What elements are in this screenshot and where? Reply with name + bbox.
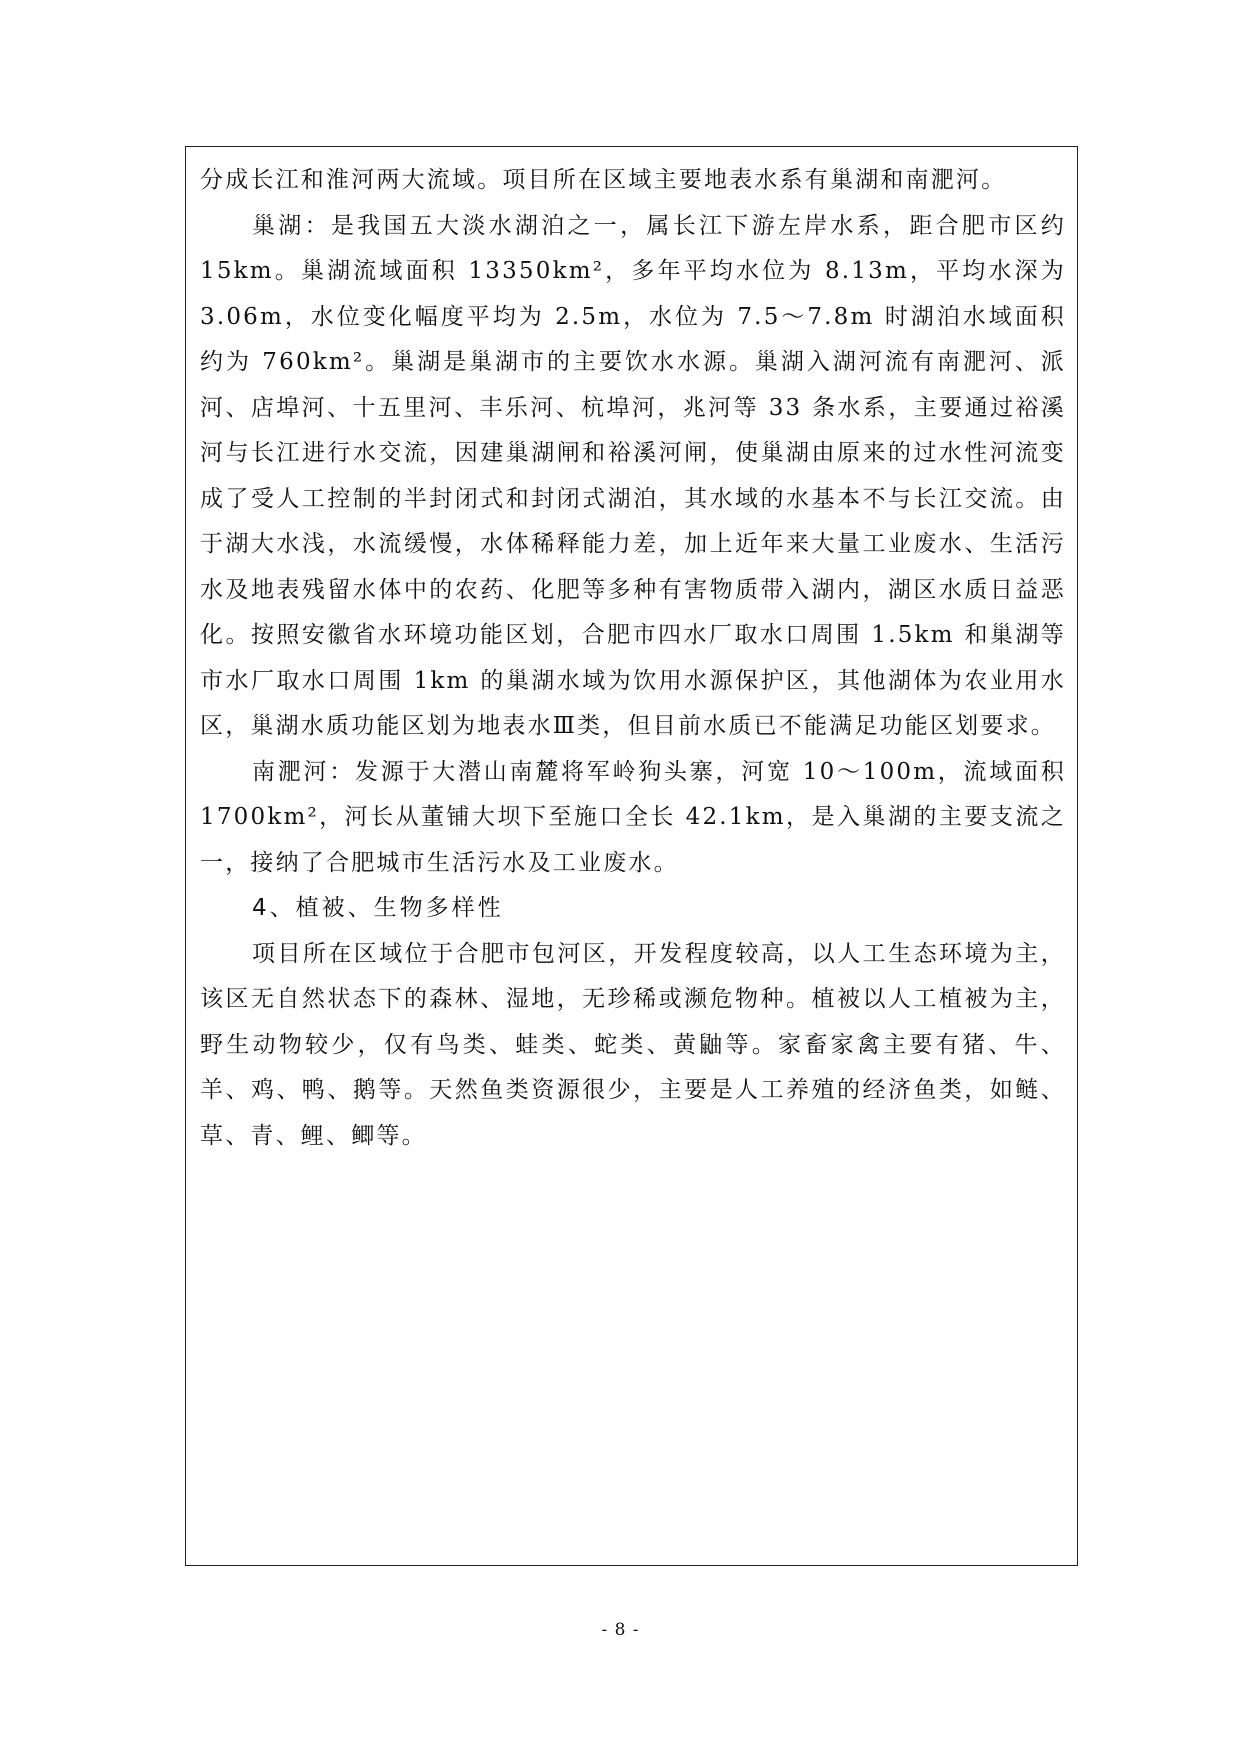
paragraph-biodiversity: 项目所在区域位于合肥市包河区，开发程度较高，以人工生态环境为主，该区无自然状态下的森林、湿地，无珍稀或濒危物种。植被以人工植被为主，野生动物较少，仅有鸟类、蛙类、蛇类、黄鼬等。家畜家禽主要有猪、牛、羊、鸡、鸭、鹅等。天然鱼类资源很少，主要是人工养殖的经济鱼类，如鲢、草、青、鲤、鲫等。 [200, 940, 1066, 1149]
paragraph-nanfeihe: 南淝河：发源于大潜山南麓将军岭狗头寨，河宽 10～100m，流域面积 1700km²，河长从董铺大坝下至施口全长 42.1km，是入巢湖的主要支流之一，接纳了合肥城市生活污水及工业废水。 [200, 758, 1066, 876]
paragraph-continuation: 分成长江和淮河两大流域。项目所在区域主要地表水系有巢湖和南淝河。 [200, 167, 1007, 193]
document-body [200, 158, 1066, 1159]
page-number: - 8 - [601, 1620, 640, 1640]
paragraph-chaohu: 巢湖：是我国五大淡水湖泊之一，属长江下游左岸水系，距合肥市区约 15km。巢湖流域面积 13350km²，多年平均水位为 8.13m，平均水深为 3.06m，水位变化幅度平均为 2.5m，水位为 7.5～7.8m 时湖泊水域面积约为 760km²。巢湖是巢湖市的主要饮水水源。巢湖入湖河流有南淝河、派河、店埠河、十五里河、丰乐河、杭埠河，兆河等 33 条水系，主要通过裕溪河与长江进行水交流，因建巢湖闸和裕溪河闸，使巢湖由原来的过水性河流变成了受人工控制的半封闭式和封闭式湖泊，其水域的水基本不与长江交流。由于湖大水浅，水流缓慢，水体稀释能力差，加上近年来大量工业废水、生活污水及地表残留水体中的农药、化肥等多种有害物质带入湖内，湖区水质日益恶化。按照安徽省水环境功能区划，合肥市四水厂取水口周围 1.5km 和巢湖等市水厂取水口周围 1km 的巢湖水域为饮用水源保护区，其他湖体为农业用水区，巢湖水质功能区划为地表水Ⅲ类，但目前水质已不能满足功能区划要求。 [200, 212, 1066, 739]
section-heading: 4、植被、生物多样性 [252, 895, 504, 921]
